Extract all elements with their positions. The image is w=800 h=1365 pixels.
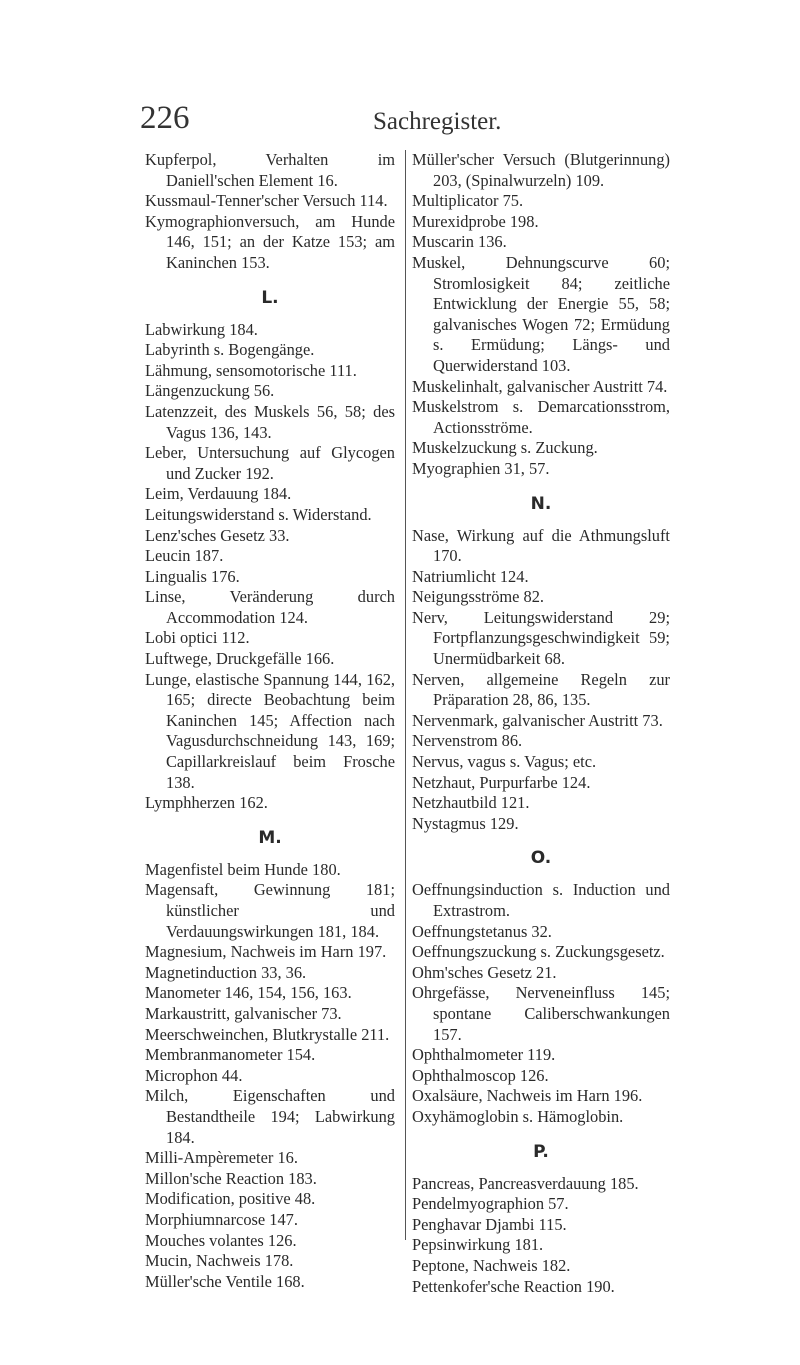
index-entry: Latenzzeit, des Muskels 56, 58; des Vagus 136, 143. [145, 401, 395, 442]
index-entry: Nervenstrom 86. [412, 731, 523, 751]
index-entry: Neigungsströme 82. [412, 587, 545, 607]
index-entry: Markaustritt, galvanischer 73. [145, 1003, 342, 1023]
index-entry: Müller'scher Versuch (Blutgerinnung) 203, (Spinalwurzeln) 109. [412, 150, 670, 190]
index-entry: Netzhautbild 121. [412, 793, 530, 813]
index-entry: Mucin, Nachweis 178. [145, 1251, 294, 1271]
index-entry: Muscarin 136. [412, 232, 507, 252]
index-entry: Microphon 44. [145, 1065, 243, 1085]
section-letter: L. [261, 287, 279, 308]
index-entry: Ophthalmometer 119. [412, 1045, 556, 1065]
index-entry: Nerven, allgemeine Regeln zur Präparation 28, 86, 135. [412, 669, 670, 710]
index-entry: Pepsinwirkung 181. [412, 1235, 544, 1255]
index-entry: Magensaft, Gewinnung 181; künstlicher und Verdauungswirkungen 181, 184. [145, 880, 395, 941]
index-entry: Murexidprobe 198. [412, 211, 539, 231]
index-entry: Muskelzuckung s. Zuckung. [412, 438, 598, 458]
index-entry: Ophthalmoscop 126. [412, 1065, 549, 1085]
index-entry: Millon'sche Reaction 183. [145, 1168, 317, 1188]
index-entry: Labyrinth s. Bogengänge. [145, 340, 315, 360]
index-entry: Magenfistel beim Hunde 180. [145, 859, 341, 879]
index-entry: Nervenmark, galvanischer Austritt 73. [412, 710, 663, 730]
index-entry: Lähmung, sensomotorische 111. [145, 360, 357, 380]
section-letter: O. [530, 848, 552, 869]
index-entry: Oeffnungstetanus 32. [412, 921, 552, 941]
index-entry: Pettenkofer'sche Reaction 190. [412, 1276, 615, 1296]
index-entry: Leber, Untersuchung auf Glycogen und Zucker 192. [145, 443, 395, 483]
index-entry: Muskel, Dehnungscurve 60; Stromlosigkeit 84; zeitliche Entwicklung der Energie 55, 58; galvanisches Wogen 72; Ermüdung s. Ermüdung; Längs- und Querwiderstand 103. [412, 252, 670, 375]
running-title: Sachregister. [373, 108, 502, 135]
index-entry: Leitungswiderstand s. Widerstand. [145, 504, 372, 524]
index-entry: Nase, Wirkung auf die Athmungsluft 170. [412, 525, 670, 566]
index-entry: Penghavar Djambi 115. [412, 1214, 567, 1234]
section-letter: P. [533, 1141, 549, 1162]
page-number: 226 [140, 100, 190, 136]
index-entry: Pendelmyographion 57. [412, 1194, 569, 1214]
index-entry: Milli-Ampèremeter 16. [145, 1148, 298, 1168]
index-entry: Lenz'sches Gesetz 33. [145, 525, 290, 545]
page-header [0, 100, 800, 140]
index-entry: Lunge, elastische Spannung 144, 162, 165; directe Beobachtung beim Kaninchen 145; Affection nach Vagusdurchschneidung 143, 169; Capillarkreislauf beim Frosche 138. [145, 669, 395, 792]
index-entry: Membranmanometer 154. [145, 1045, 316, 1065]
index-entry: Längenzuckung 56. [145, 381, 275, 401]
index-entry: Peptone, Nachweis 182. [412, 1255, 571, 1275]
index-entry: Meerschweinchen, Blutkrystalle 211. [145, 1024, 390, 1044]
index-entry: Modification, positive 48. [145, 1189, 316, 1209]
index-entry: Morphiumnarcose 147. [145, 1209, 298, 1229]
index-entry: Leim, Verdauung 184. [145, 484, 292, 504]
index-entry: Kussmaul-Tenner'scher Versuch 114. [145, 191, 388, 211]
index-entry: Netzhaut, Purpurfarbe 124. [412, 772, 591, 792]
index-entry: Lymphherzen 162. [145, 793, 268, 813]
index-entry: Oeffnungszuckung s. Zuckungsgesetz. [412, 942, 665, 962]
section-letter: N. [530, 493, 552, 514]
index-entry: Leucin 187. [145, 546, 224, 566]
index-entry: Multiplicator 75. [412, 191, 524, 211]
index-entry: Natriumlicht 124. [412, 566, 529, 586]
index-entry: Linse, Veränderung durch Accommodation 124. [145, 587, 395, 627]
section-letter: M. [258, 827, 282, 848]
index-entry: Milch, Eigenschaften und Bestandtheile 194; Labwirkung 184. [145, 1086, 395, 1147]
index-entry: Lobi optici 112. [145, 628, 250, 648]
index-entry: Nervus, vagus s. Vagus; etc. [412, 752, 597, 772]
index-entry: Mouches volantes 126. [145, 1230, 297, 1250]
index-entry: Magnetinduction 33, 36. [145, 962, 307, 982]
index-entry: Kupferpol, Verhalten im Daniell'schen Element 16. [145, 150, 395, 190]
index-entry: Muskelstrom s. Demarcationsstrom, Actionsströme. [412, 397, 670, 437]
index-entry: Luftwege, Druckgefälle 166. [145, 649, 335, 669]
index-entry: Nerv, Leitungswiderstand 29; Fortpflanzungsgeschwindigkeit 59; Unermüdbarkeit 68. [412, 607, 670, 669]
index-entry: Labwirkung 184. [145, 319, 258, 339]
index-entry: Lingualis 176. [145, 566, 240, 586]
index-entry: Müller'sche Ventile 168. [145, 1271, 305, 1291]
index-entry: Oeffnungsinduction s. Induction und Extrastrom. [412, 880, 670, 920]
index-entry: Manometer 146, 154, 156, 163. [145, 983, 352, 1003]
index-entry: Oxyhämoglobin s. Hämoglobin. [412, 1106, 624, 1126]
index-entry: Oxalsäure, Nachweis im Harn 196. [412, 1086, 643, 1106]
index-entry: Kymographionversuch, am Hunde 146, 151; an der Katze 153; am Kaninchen 153. [145, 211, 395, 272]
index-entry: Ohm'sches Gesetz 21. [412, 962, 557, 982]
index-column-right [412, 150, 670, 1297]
index-column-left [145, 150, 395, 1292]
index-entry: Ohrgefässe, Nerveneinfluss 145; spontane Caliberschwankungen 157. [412, 983, 670, 1044]
index-entry: Nystagmus 129. [412, 813, 519, 833]
index-entry: Muskelinhalt, galvanischer Austritt 74. [412, 376, 668, 396]
index-entry: Magnesium, Nachweis im Harn 197. [145, 942, 387, 962]
index-entry: Pancreas, Pancreasverdauung 185. [412, 1173, 639, 1193]
index-entry: Myographien 31, 57. [412, 458, 550, 478]
